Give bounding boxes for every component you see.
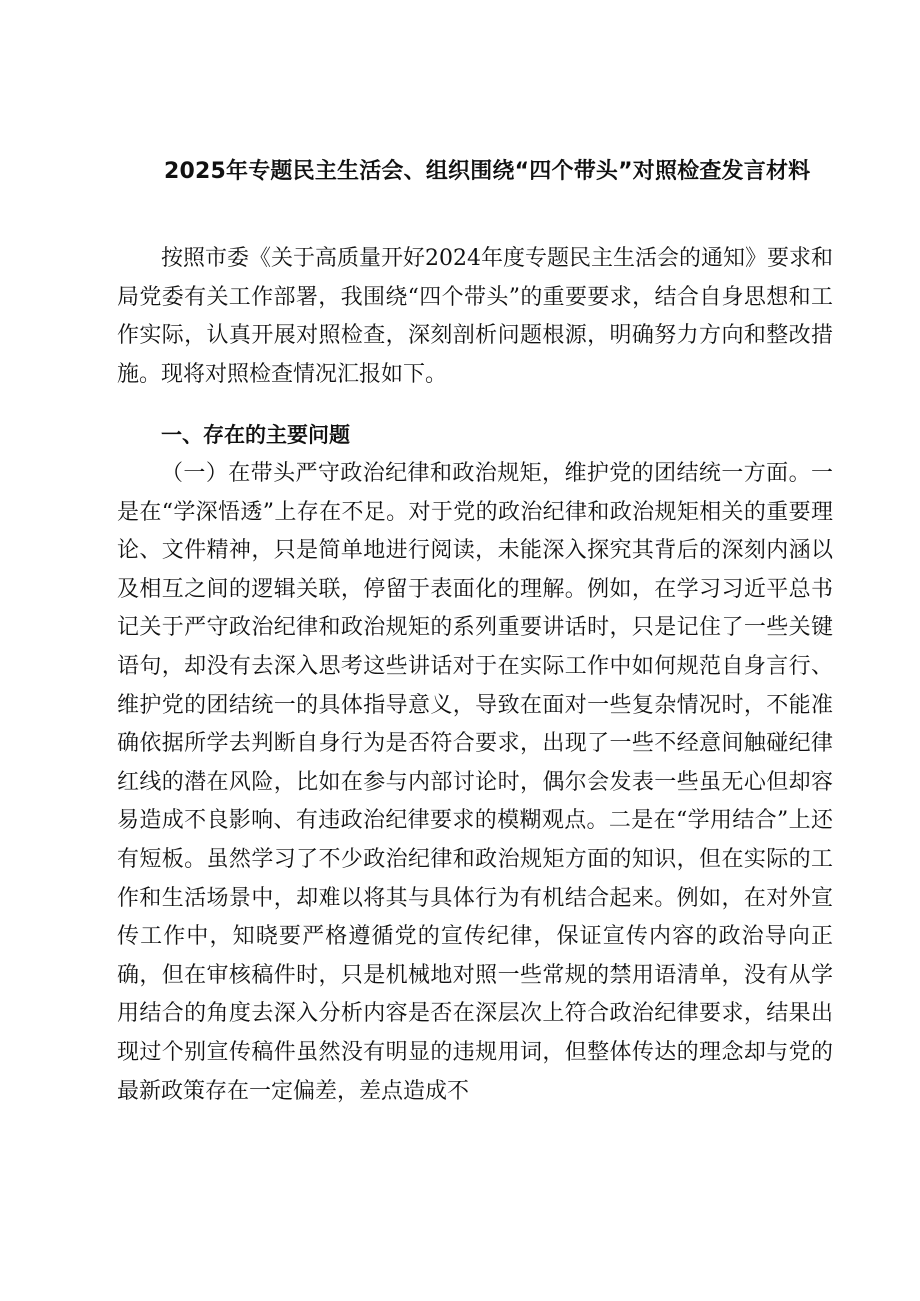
section-heading: 一、存在的主要问题: [161, 423, 350, 447]
subsection-paragraph: （一）在带头严守政治纪律和政治规矩，维护党的团结统一方面。一是在“学深悟透”上存在不足。对于党的政治纪律和政治规矩相关的重要理论、文件精神，只是简单地进行阅读，未能深入探究其背后的深刻内涵以及相互之间的逻辑关联，停留于表面化的理解。例如，在学习习近平总书记关于严守政治纪律和政治规矩的系列重要讲话时，只是记住了一些关键语句，却没有去深入思考这些讲话对于在实际工作中如何规范自身言行、维护党的团结统一的具体指导意义，导致在面对一些复杂情况时，不能准确依据所学去判断自身行为是否符合要求，出现了一些不经意间触碰纪律红线的潜在风险，比如在参与内部讨论时，偶尔会发表一些虽无心但却容易造成不良影响、有违政治纪律要求的模糊观点。二是在“学用结合”上还有短板。虽然学习了不少政治纪律和政治规矩方面的知识，但在实际的工作和生活场景中，却难以将其与具体行为有机结合起来。例如，在对外宣传工作中，知晓要严格遵循党的宣传纪律，保证宣传内容的政治导向正确，但在审核稿件时，只是机械地对照一些常规的禁用语清单，没有从学用结合的角度去深入分析内容是否在深层次上符合政治纪律要求，结果出现过个别宣传稿件虽然没有明显的违规用词，但整体传达的理念却与党的最新政策存在一定偏差，差点造成不: [117, 461, 833, 1104]
document-title: 2025年专题民主生活会、组织围绕“四个带头”对照检查发言材料: [164, 159, 811, 184]
intro-paragraph: 按照市委《关于高质量开好2024年度专题民主生活会的通知》要求和局党委有关工作部署，我围绕“四个带头”的重要要求，结合自身思想和工作实际，认真开展对照检查，深刻剖析问题根源，明确努力方向和整改措施。现将对照检查情况汇报如下。: [117, 246, 833, 387]
